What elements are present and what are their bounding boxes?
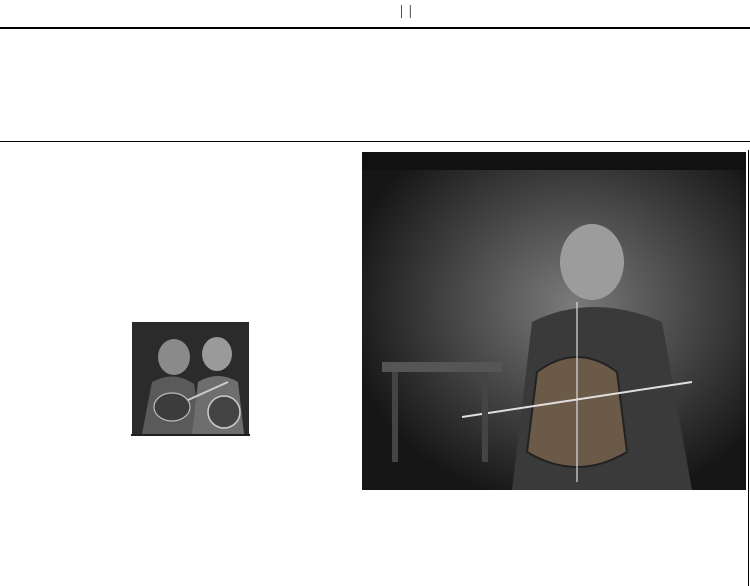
article-column-3c [250, 414, 356, 524]
article-info-box [250, 544, 356, 584]
section-label [400, 3, 413, 20]
sidebar-divider [748, 150, 749, 586]
inis-fail-photo [132, 322, 249, 434]
feature-body [366, 512, 746, 582]
section-marker-right: | [408, 3, 413, 19]
musicians-illustration [132, 322, 249, 434]
headline-rule [0, 141, 750, 142]
section-marker-left: | [400, 3, 409, 19]
article-column-3b [250, 312, 356, 412]
masthead-rule [0, 27, 750, 29]
inset-photo-caption [131, 434, 250, 436]
article-column-2b [212, 312, 246, 322]
cellist-illustration [362, 152, 746, 490]
boccherini-photo [362, 152, 746, 490]
article-column-2a [201, 154, 245, 310]
article-column-3a [250, 154, 356, 312]
article-column-1 [8, 154, 134, 586]
article-column-2c [201, 447, 245, 521]
article-column-2d [201, 544, 245, 584]
